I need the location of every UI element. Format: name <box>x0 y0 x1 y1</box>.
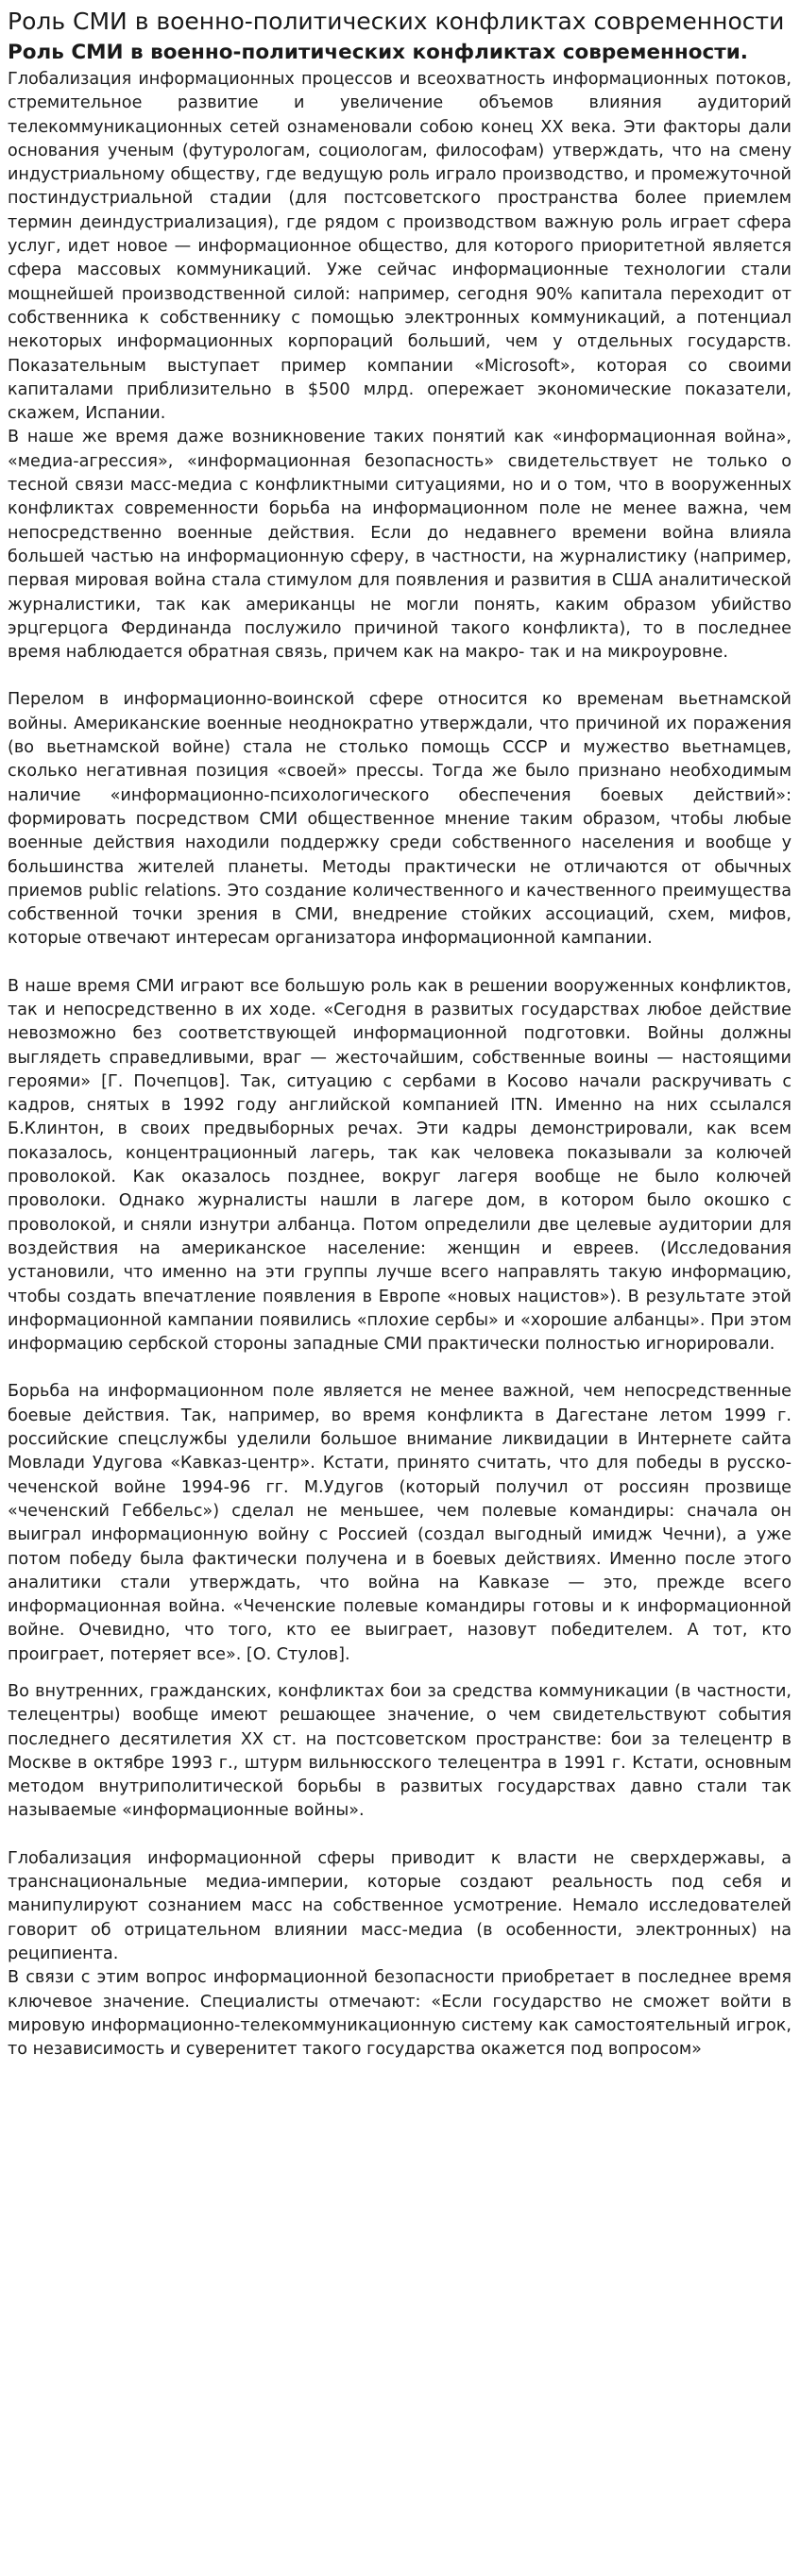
paragraph-gap <box>8 1824 791 1847</box>
paragraph-6: Во внутренних, гражданских, конфликтах бои за средства коммуникации (в частности, телецентры) вообще имеют решающее значение, о чем свидетельствуют события последнего десятилетия XX ст. на постсоветском пространстве: бои за телецентр в Москве в октябре 1993 г., штурм вильнюсского телецентра в 1991 г. Кстати, основным методом внутриполитической борьбы в развитых государствах давно стали так называемые «информационные войны». <box>8 1682 791 1821</box>
article-heading: Роль СМИ в военно-политических конфликтах современности. <box>8 41 748 64</box>
paragraph-gap <box>8 951 791 975</box>
paragraph-5: Борьба на информационном поле является не менее важной, чем непосредственные боевые действия. Так, например, во время конфликта в Дагестане летом 1999 г. российские спецслужбы уделили большое внимание ликвидации в Интернете сайта Мовлади Удугова «Кавказ-центр». Кстати, принято считать, что для победы в русско-чеченской войне 1994-96 гг. М.Удугов (который получил от россиян прозвище «чеченский Геббельс») сделал не меньшее, чем полевые командиры: сначала он выиграл информационную войну с Россией (создал выгодный имидж Чечни), а уже потом победу была фактически получена и в боевых действиях. Именно после этого аналитики стали утверждать, что война на Кавказе — это, прежде всего информационная война. «Чеченские полевые командиры готовы и к информационной войне. Очевидно, что того, кто ее выиграет, назовут победителем. А тот, кто проиграет, потеряет все». [О. Стулов]. <box>8 1382 791 1664</box>
paragraph-3: Перелом в информационно-воинской сфере относится ко временам вьетнамской войны. Американские военные неоднократно утверждали, что причиной их поражения (во вьетнамской войне) стала не столько помощь СССР и мужество вьетнамцев, сколько негативная позиция «своей» прессы. Тогда же было признано необходимым наличие «информационно-психологического обеспечения боевых действий»: формировать посредством СМИ общественное мнение таким образом, чтобы любые военные действия находили поддержку среди собственного населения и вообще у большинства жителей планеты. Методы практически не отличаются от обычных приемов public relations. Это создание количественного и качественного преимущества собственной точки зрения в СМИ, внедрение стойких ассоциаций, схем, мифов, которые отвечают интересам организатора информационной кампании. <box>8 690 791 949</box>
paragraph-2: В наше же время даже возникновение таких понятий как «информационная война», «медиа-агрессия», «информационная безопасность» свидетельствует не только о тесной связи масс-медиа с конфликтными ситуациями, но и о том, что в вооруженных конфликтах современности борьба на информационном поле не менее важна, чем непосредственно военные действия. Если до недавнего времени война влияла большей частью на информационную сферу, в частности, на журналистику (например, первая мировая война стала стимулом для появления и развития в США аналитической журналистики, так как американцы не могли понять, каким образом убийство эрцгерцога Фердинанда послужило причиной такого конфликта), то в последнее время наблюдается обратная связь, причем как на макро- так и на микроуровне. <box>8 428 791 663</box>
document-title: Роль СМИ в военно-политических конфликтах современности <box>8 8 785 35</box>
paragraph-8: В связи с этим вопрос информационной безопасности приобретает в последнее время ключевое значение. Специалисты отмечают: «Если государство не сможет войти в мировую информационно-телекоммуникационную систему как самостоятельный игрок, то независимость и суверенитет такого государства окажется под вопросом» <box>8 1968 791 2060</box>
paragraph-7: Глобализация информационной сферы приводит к власти не сверхдержавы, а транснациональные медиа-империи, которые создают реальность под себя и манипулируют сознанием масс на собственное усмотрение. Немало исследователей говорит об отрицательном влиянии масс-медиа (в особенности, электронных) на реципиента. <box>8 1848 791 1963</box>
paragraph-4: В наше время СМИ играют все большую роль как в решении вооруженных конфликтов, так и непосредственно в их ходе. «Сегодня в развитых государствах любое действие невозможно без соответствующей информационной подготовки. Войны должны выглядеть справедливыми, враг — жесточайшим, собственные воины — настоящими героями» [Г. Почепцов]. Так, ситуацию с сербами в Косово начали раскручивать с кадров, снятых в 1992 году английской компанией ITN. Именно на них ссылался Б.Клинтон, в своих предвыборных речах. Эти кадры демонстрировали, как всем показалось, концентрационный лагерь, так как человека показывали за колючей проволокой. Как оказалось позднее, вокруг лагеря вообще не было колючей проволоки. Однако журналисты нашли в лагере дом, в котором было окошко с проволокой, и сняли изнутри албанца. Потом определили две целевые аудитории для воздействия на американское население: женщин и евреев. (Исследования установили, что именно на эти группы лучше всего направлять такую информацию, чтобы создать впечатление появления в Европе «новых нацистов»). В результате этой информационной кампании появились «плохие сербы» и «хорошие албанцы». При этом информацию сербской стороны западные СМИ практически полностью игнорировали. <box>8 976 791 1355</box>
paragraph-gap <box>8 1356 791 1380</box>
paragraph-1: Глобализация информационных процессов и всеохватность информационных потоков, стремительное развитие и увеличение объемов влияния аудиторий телекоммуникационных сетей ознаменовали собою конец XX века. Эти факторы дали основания ученым (футурологам, социологам, философам) утверждать, что на смену индустриальному обществу, где ведущую роль играло производство, и промежуточной постиндустриальной стадии (для постсоветского пространства более приемлем термин деиндустриализация), где рядом с производством важную роль играет сфера услуг, идет новое — информационное общество, для которого приоритетной является сфера массовых коммуникаций. Уже сейчас информационные технологии стали мощнейшей производственной силой: например, сегодня 90% капитала переходит от собственника к собственнику с помощью электронных коммуникаций, а потенциал некоторых информационных корпораций больший, чем у отдельных государств. Показательным выступает пример компании «Microsoft», которая со своими капиталами приблизительно в $500 млрд. опережает экономические показатели, скажем, Испании. <box>8 70 791 424</box>
paragraph-gap <box>8 1667 791 1680</box>
paragraph-gap <box>8 665 791 688</box>
